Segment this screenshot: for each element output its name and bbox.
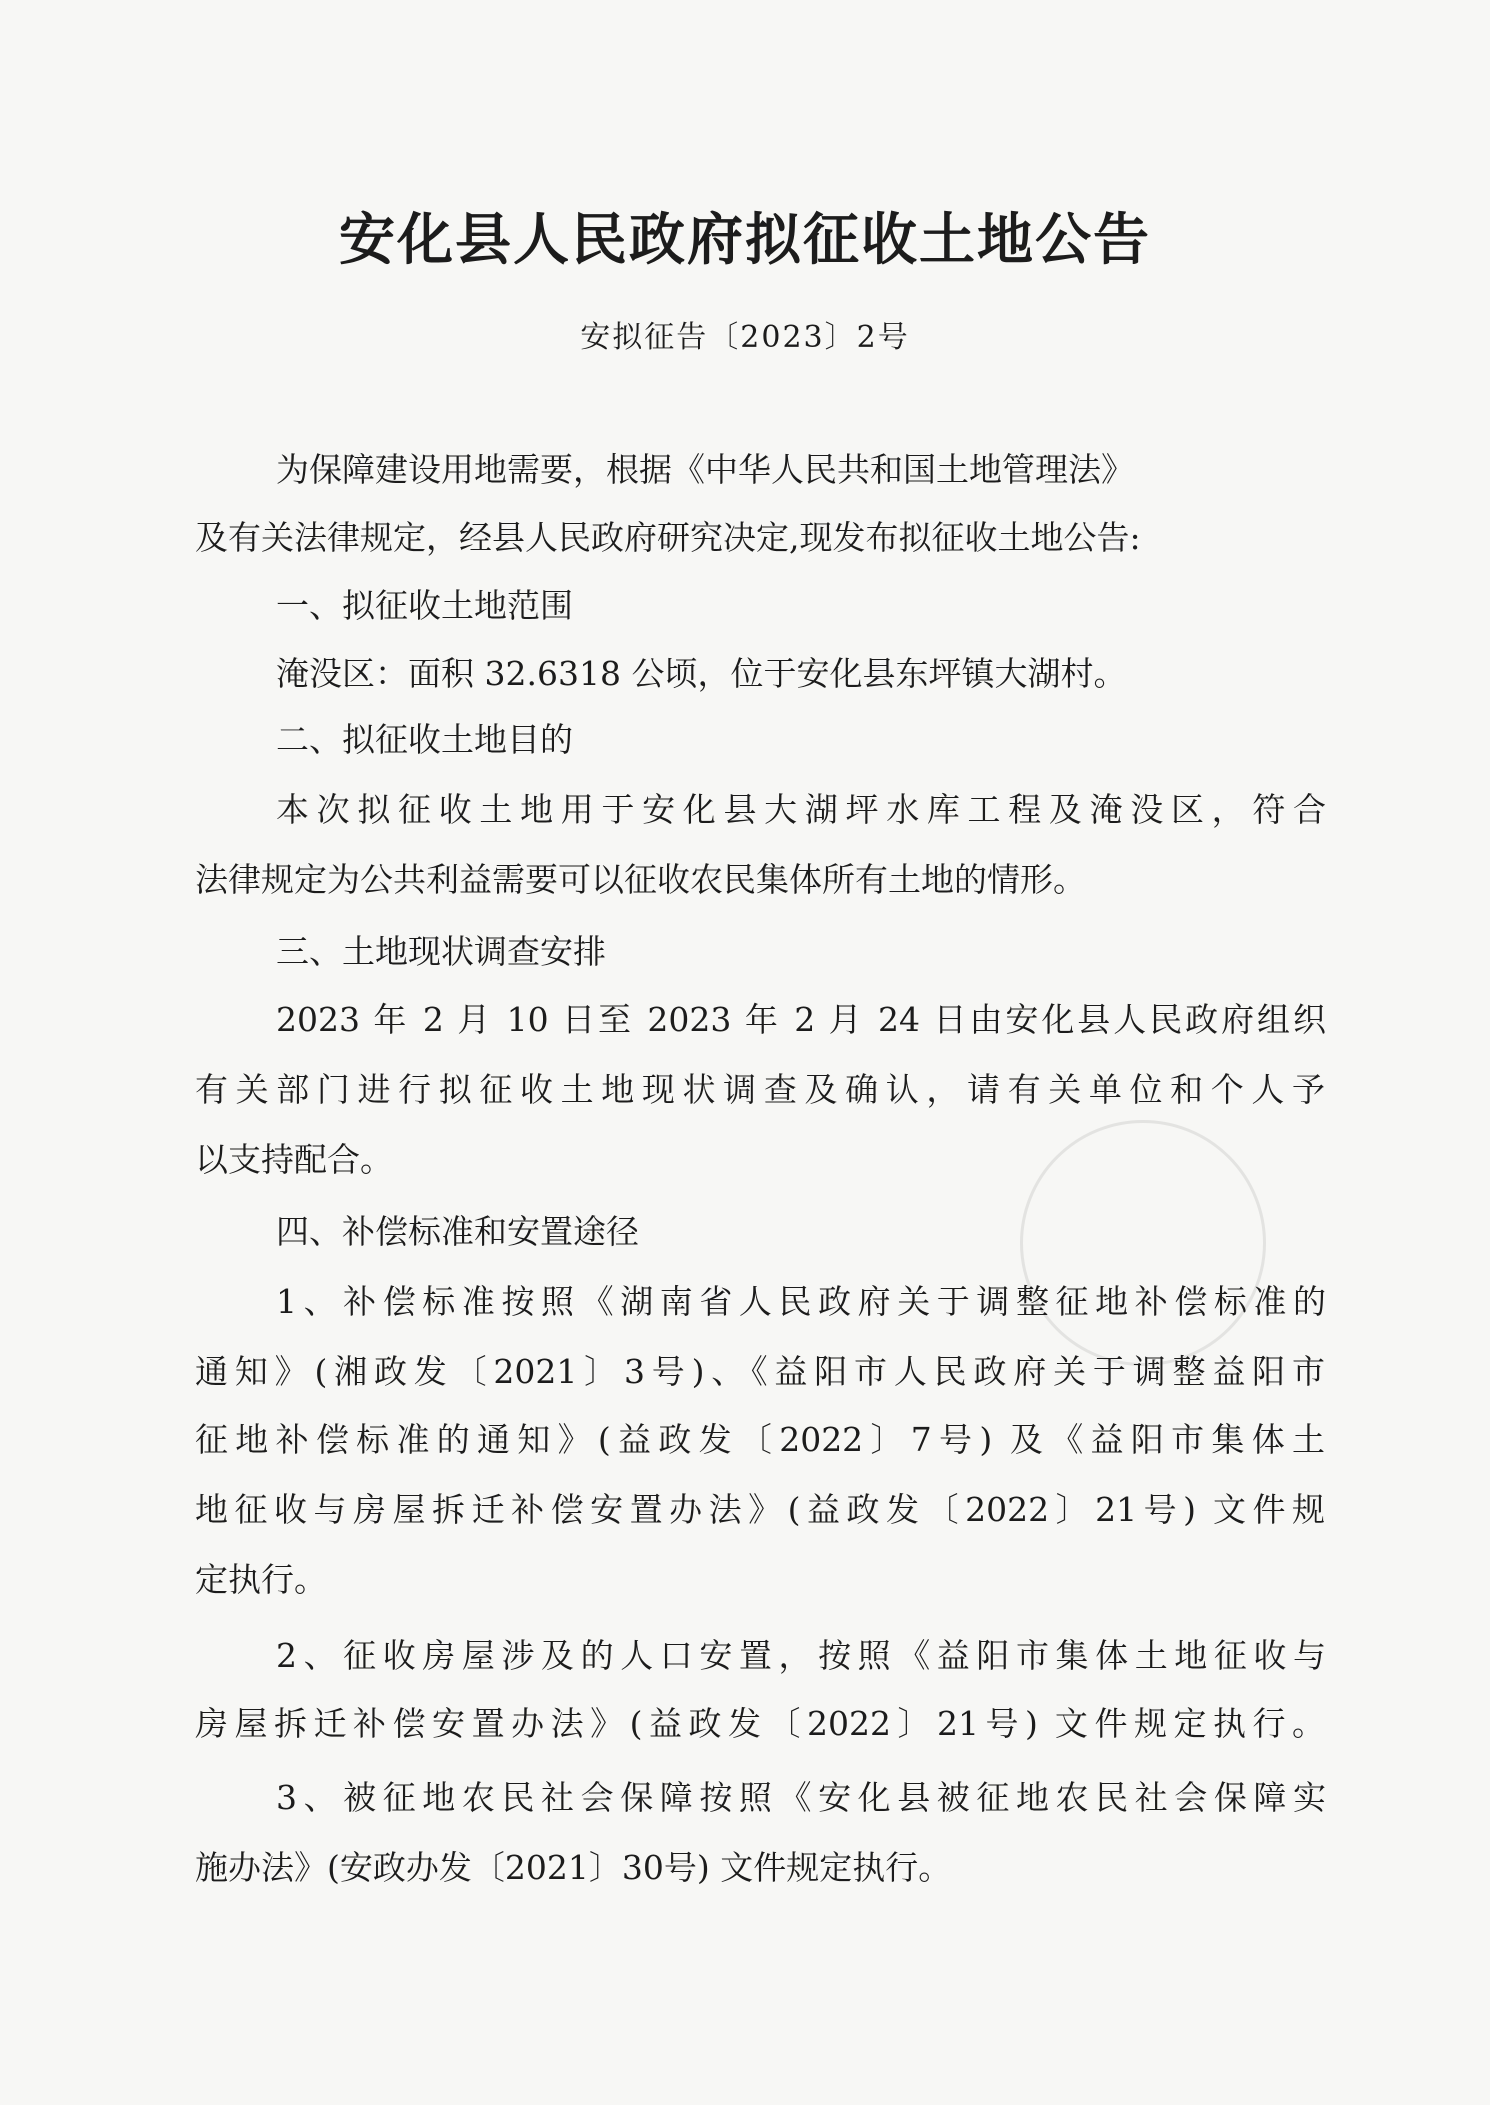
- section-heading-3: 三、土地现状调查安排: [276, 932, 606, 971]
- paragraph-line: 施办法》(安政办发〔2021〕30号) 文件规定执行。: [195, 1848, 952, 1887]
- paragraph-line: 2、征收房屋涉及的人口安置，按照《益阳市集体土地征收与: [276, 1636, 1326, 1675]
- paragraph-line: 征地补偿标准的通知》(益政发〔2022〕7号) 及《益阳市集体土: [195, 1420, 1325, 1459]
- paragraph-line: 及有关法律规定，经县人民政府研究决定,现发布拟征收土地公告:: [195, 518, 1141, 557]
- paragraph-line: 定执行。: [195, 1560, 327, 1599]
- paragraph-line: 为保障建设用地需要，根据《中华人民共和国土地管理法》: [276, 450, 1134, 489]
- section-heading-4: 四、补偿标准和安置途径: [276, 1212, 639, 1251]
- paragraph-line: 有关部门进行拟征收土地现状调查及确认，请有关单位和个人予: [195, 1070, 1325, 1109]
- paragraph-line: 以支持配合。: [195, 1140, 393, 1179]
- document-number: 安拟征告〔2023〕2号: [580, 320, 910, 355]
- paragraph-line: 淹没区：面积 32.6318 公顷，位于安化县东坪镇大湖村。: [276, 654, 1127, 693]
- document-title: 安化县人民政府拟征收土地公告: [339, 208, 1151, 273]
- paragraph-line: 本次拟征收土地用于安化县大湖坪水库工程及淹没区，符合: [276, 790, 1326, 829]
- paragraph-line: 3、被征地农民社会保障按照《安化县被征地农民社会保障实: [276, 1778, 1326, 1817]
- paragraph-line: 2023 年 2 月 10 日至 2023 年 2 月 24 日由安化县人民政府组织: [276, 1000, 1326, 1039]
- paragraph-line: 房屋拆迁补偿安置办法》(益政发〔2022〕21号) 文件规定执行。: [195, 1704, 1325, 1743]
- section-heading-2: 二、拟征收土地目的: [276, 720, 573, 759]
- paragraph-line: 地征收与房屋拆迁补偿安置办法》(益政发〔2022〕21号) 文件规: [195, 1490, 1325, 1529]
- section-heading-1: 一、拟征收土地范围: [276, 586, 573, 625]
- paragraph-line: 1、补偿标准按照《湖南省人民政府关于调整征地补偿标准的: [276, 1282, 1326, 1321]
- paragraph-line: 法律规定为公共利益需要可以征收农民集体所有土地的情形。: [195, 860, 1086, 899]
- paragraph-line: 通知》(湘政发〔2021〕3号)、《益阳市人民政府关于调整益阳市: [195, 1352, 1325, 1391]
